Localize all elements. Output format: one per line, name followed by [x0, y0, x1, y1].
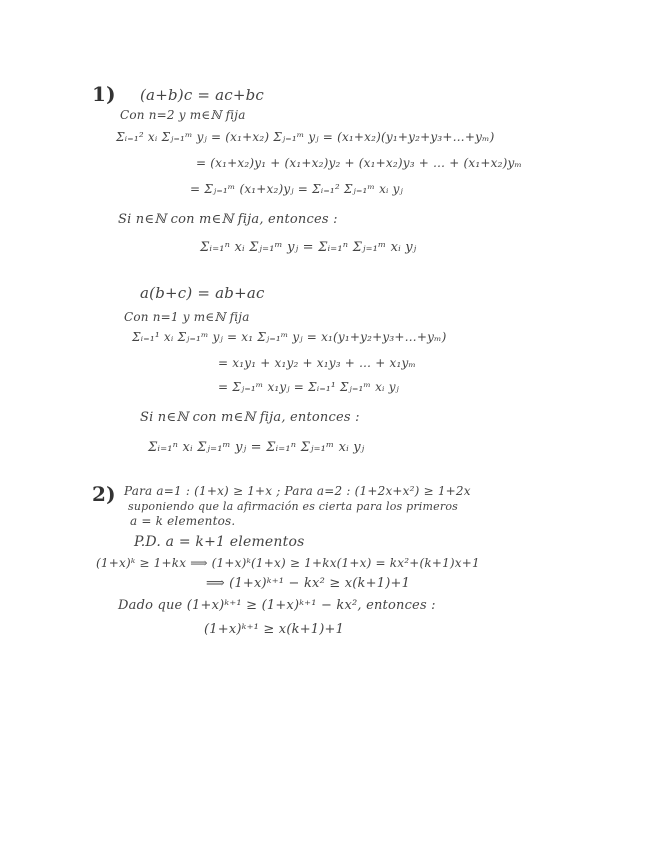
p1-line-12: = Σⱼ₌₁ᵐ x₁yⱼ = Σᵢ₌₁¹ Σⱼ₌₁ᵐ xᵢ yⱼ: [218, 380, 400, 394]
p1-line-1: (a+b)c = ac+bc: [140, 86, 265, 104]
p1-line-14: Σᵢ₌₁ⁿ xᵢ Σⱼ₌₁ᵐ yⱼ = Σᵢ₌₁ⁿ Σⱼ₌₁ᵐ xᵢ yⱼ: [148, 440, 365, 455]
problem-1-number: 1): [92, 82, 116, 106]
p1-line-7: Σᵢ₌₁ⁿ xᵢ Σⱼ₌₁ᵐ yⱼ = Σᵢ₌₁ⁿ Σⱼ₌₁ᵐ xᵢ yⱼ: [200, 240, 417, 255]
p1-line-3: Σᵢ₌₁² xᵢ Σⱼ₌₁ᵐ yⱼ = (x₁+x₂) Σⱼ₌₁ᵐ yⱼ = (x₁+x₂)(y₁+y₂+y₃+…+yₘ): [116, 130, 495, 144]
p2-line-8: (1+x)ᵏ⁺¹ ≥ x(k+1)+1: [204, 622, 345, 637]
p1-line-11: = x₁y₁ + x₁y₂ + x₁y₃ + … + x₁yₘ: [218, 356, 417, 370]
p2-line-1: Para a=1 : (1+x) ≥ 1+x ; Para a=2 : (1+2x+x²) ≥ 1+2x: [124, 484, 471, 498]
p1-line-10: Σᵢ₌₁¹ xᵢ Σⱼ₌₁ᵐ yⱼ = x₁ Σⱼ₌₁ᵐ yⱼ = x₁(y₁+y₂+y₃+…+yₘ): [132, 330, 447, 344]
p2-line-5: (1+x)ᵏ ≥ 1+kx ⟹ (1+x)ᵏ(1+x) ≥ 1+kx(1+x) = kx²+(k+1)x+1: [96, 556, 480, 570]
p1-line-4: = (x₁+x₂)y₁ + (x₁+x₂)y₂ + (x₁+x₂)y₃ + … + (x₁+x₂)yₘ: [196, 156, 523, 170]
p2-line-4: P.D. a = k+1 elementos: [134, 534, 305, 550]
p1-line-5: = Σⱼ₌₁ᵐ (x₁+x₂)yⱼ = Σᵢ₌₁² Σⱼ₌₁ᵐ xᵢ yⱼ: [190, 182, 404, 196]
p2-line-3: a = k elementos.: [130, 514, 236, 528]
p2-line-6: ⟹ (1+x)ᵏ⁺¹ − kx² ≥ x(k+1)+1: [206, 576, 411, 591]
p2-line-2: suponiendo que la afirmación es cierta para los primeros: [128, 500, 458, 513]
p1-line-13: Si n∈ℕ con m∈ℕ fija, entonces :: [140, 410, 360, 425]
p1-line-2: Con n=2 y m∈ℕ fija: [120, 108, 246, 122]
p1-line-8: a(b+c) = ab+ac: [140, 284, 265, 302]
p1-line-6: Si n∈ℕ con m∈ℕ fija, entonces :: [118, 212, 338, 227]
p2-line-7: Dado que (1+x)ᵏ⁺¹ ≥ (1+x)ᵏ⁺¹ − kx², entonces :: [118, 598, 436, 613]
p1-line-9: Con n=1 y m∈ℕ fija: [124, 310, 250, 324]
problem-2-number: 2): [92, 482, 116, 506]
